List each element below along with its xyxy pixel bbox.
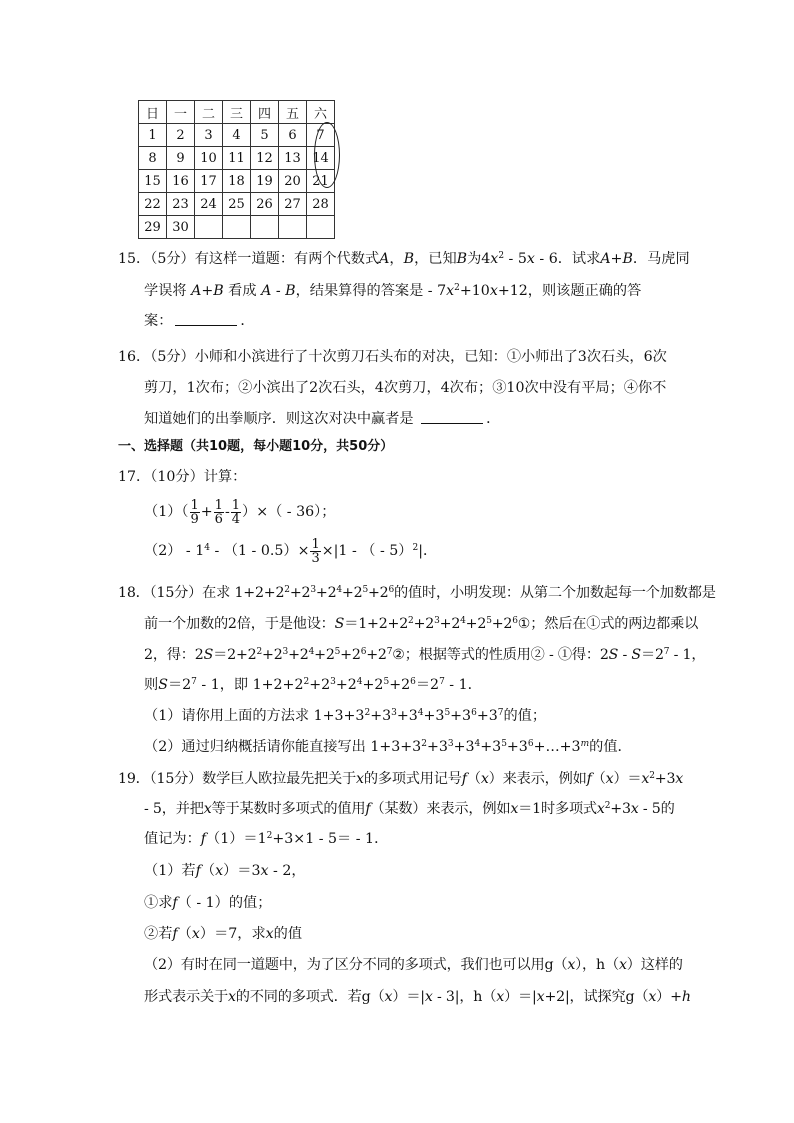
date-cell: 8 — [139, 147, 167, 170]
weekday-cell: 三 — [223, 101, 251, 124]
date-cell: 18 — [223, 170, 251, 193]
date-cell: 4 — [223, 124, 251, 147]
q19-line-3: 值记为：$f(1)=1^2+3\times 1 - 5= - 1$． — [144, 831, 389, 847]
q16-line-3: 知道她们的出拳顺序．则这次对决中赢者是 ． — [144, 411, 501, 427]
date-cell: 20 — [279, 170, 307, 193]
weekday-cell: 六 — [307, 101, 335, 124]
date-cell: 9 — [167, 147, 195, 170]
date-cell: 10 — [195, 147, 223, 170]
answer-blank — [421, 409, 483, 424]
date-cell — [279, 216, 307, 239]
date-cell: 28 — [307, 193, 335, 216]
date-cell: 19 — [251, 170, 279, 193]
date-cell: 14 — [307, 147, 335, 170]
date-cell: 25 — [223, 193, 251, 216]
q18-line-1: 18．（15分）在求 $1+2+2^2+2^3+2^4+2^5+2^6$的值时，小明发现：从第二个加数起每一个加数都是 — [118, 585, 716, 601]
calendar-row — [139, 170, 335, 193]
column-highlight-ellipse — [314, 122, 340, 188]
q19-line-2: - 5，并把x等于某数时多项式的值用f（某数）来表示，例如x＝1时多项式$x^2+3x - 5$的 — [144, 801, 675, 817]
calendar-row — [139, 147, 335, 170]
q18-line-4: 则$S=2^7 - 1$，即 $1+2+2^2+2^3+2^4+2^5+2^6=2^7 - 1$． — [144, 677, 482, 693]
q16-line-2: 剪刀，1次布；②小滨出了2次石头，4次剪刀，4次布；③10次中没有平局；④你不 — [144, 380, 667, 396]
date-cell — [195, 216, 223, 239]
date-cell — [223, 216, 251, 239]
date-cell: 26 — [251, 193, 279, 216]
calendar-row — [139, 193, 335, 216]
q19-sub-2: ②若f（x）＝7，求x的值 — [144, 926, 303, 942]
q18-part-1: （1）请你用上面的方法求 $1+3+3^2+3^3+3^4+3^5+3^6+3^7$的值； — [144, 708, 547, 724]
weekday-cell: 一 — [167, 101, 195, 124]
q19-part-2-line-2: 形式表示关于x的不同的多项式．若g（x）＝|x - 3|，h（x）＝|x+2|，试探究g（x）+h — [144, 989, 691, 1005]
date-cell: 29 — [139, 216, 167, 239]
calendar-row — [139, 124, 335, 147]
calendar-row — [139, 216, 335, 239]
date-cell: 17 — [195, 170, 223, 193]
weekday-cell: 五 — [279, 101, 307, 124]
date-cell: 15 — [139, 170, 167, 193]
q19-part-1: （1）若f（x）＝3x - 2， — [144, 863, 306, 879]
q15-line-2: 学误将 A+B 看成 A - B，结果算得的答案是 - $7x^2+10x+12$，则该题正确的答 — [144, 283, 642, 299]
q17-part-2: $(2) - 1^4 - (1 - 0.5)\times$ $\frac{1}{3}$ ×|1 - （ - 5）$^2$|． — [144, 536, 438, 566]
fraction: $\frac{1}{9}$ — [190, 497, 199, 527]
date-cell — [251, 216, 279, 239]
weekday-cell: 日 — [139, 101, 167, 124]
section-heading: 一、选择题（共10题，每小题10分，共50分） — [118, 439, 394, 454]
date-cell: 6 — [279, 124, 307, 147]
weekday-cell: 二 — [195, 101, 223, 124]
date-cell: 30 — [167, 216, 195, 239]
q18-line-3: 2，得：$2S=2+2^2+2^3+2^4+2^5+2^6+2^7②$；根据等式的性质用② - ①得：$2S - S=2^7 - 1$， — [144, 647, 706, 663]
fraction: $\frac{1}{6}$ — [214, 497, 223, 527]
q17-part-1: （1）（ $\frac{1}{9}$ + $\frac{1}{6}$ - $\frac{1}{4}$ ）×（ - 36）； — [144, 497, 336, 527]
date-cell: 1 — [139, 124, 167, 147]
date-cell: 23 — [167, 193, 195, 216]
q16-line-1: 16．（5分）小师和小滨进行了十次剪刀石头布的对决，已知：①小师出了3次石头，6次 — [118, 349, 667, 365]
fraction: $\frac{1}{4}$ — [231, 497, 241, 527]
date-cell: 3 — [195, 124, 223, 147]
date-cell: 13 — [279, 147, 307, 170]
answer-blank — [175, 311, 237, 326]
date-cell: 22 — [139, 193, 167, 216]
date-cell: 16 — [167, 170, 195, 193]
calendar-header-row — [139, 101, 335, 124]
weekday-cell: 四 — [251, 101, 279, 124]
q19-line-1: 19．（15分）数学巨人欧拉最先把关于x的多项式用记号f（x）来表示，例如$f(x)=x^2+3x$ — [118, 771, 684, 787]
q15-line-3: 案： ． — [144, 313, 255, 329]
date-cell — [307, 216, 335, 239]
q17-title: 17．（10分）计算： — [118, 469, 247, 485]
date-cell: 24 — [195, 193, 223, 216]
q19-sub-1: ①求f（ - 1）的值； — [144, 895, 272, 911]
fraction: $\frac{1}{3}$ — [311, 536, 320, 566]
calendar-table — [138, 100, 335, 239]
date-cell: 11 — [223, 147, 251, 170]
date-cell: 2 — [167, 124, 195, 147]
q18-line-2: 前一个加数的2倍，于是他设：$S=1+2+2^2+2^3+2^4+2^5+2^6①$；然后在①式的两边都乘以 — [144, 616, 699, 632]
date-cell: 7 — [307, 124, 335, 147]
q15-line-1: 15．（5分）有这样一道题：有两个代数式A，B，已知B为$4x^2 - 5x - 6$．试求A+B．马虎同 — [118, 251, 690, 267]
q19-part-2-line-1: （2）有时在同一道题中，为了区分不同的多项式，我们也可以用g（x），h（x）这样的 — [144, 957, 683, 973]
date-cell: 5 — [251, 124, 279, 147]
date-cell: 27 — [279, 193, 307, 216]
q18-part-2: （2）通过归纳概括请你能直接写出 $1+3+3^2+3^3+3^4+3^5+3^6+\dots+3^m$的值． — [144, 739, 632, 755]
date-cell: 21 — [307, 170, 335, 193]
date-cell: 12 — [251, 147, 279, 170]
